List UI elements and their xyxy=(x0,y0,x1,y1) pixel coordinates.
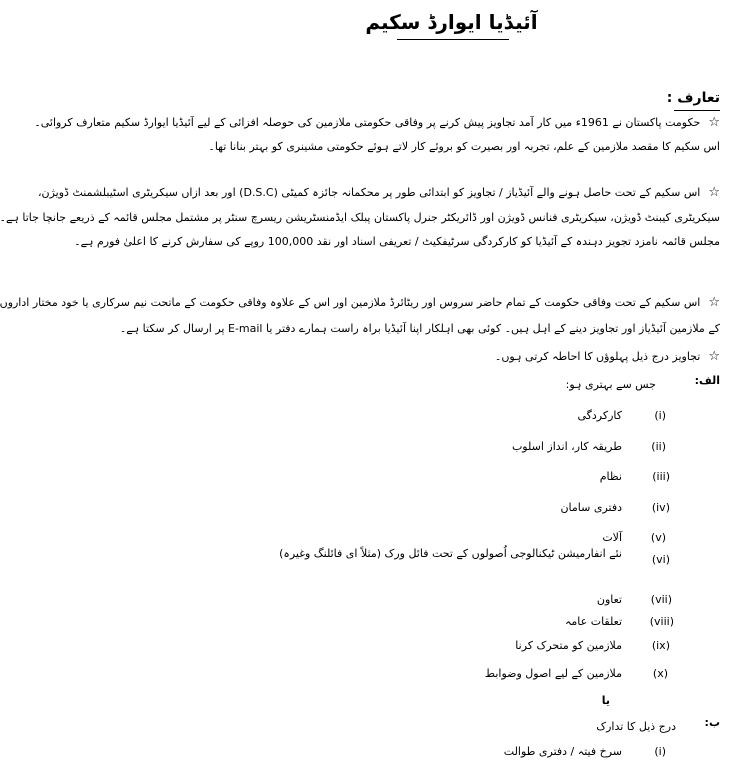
list-number: (i) xyxy=(654,745,666,758)
list-number: (iv) xyxy=(651,501,670,514)
paragraph-3-line-2: کے ملازمین آئیڈیاز اور تجاویز دینے کے اہل ہیں۔ کوئی بھی اہلکار اپنا آئیڈیا براہ راست ہمارے دفتر یا E-mail پر ارسال کر سکتا ہے۔ xyxy=(119,322,720,335)
star-bullet-icon: ☆ xyxy=(708,115,720,130)
page-title: آئیڈیا ایوارڈ سکیم xyxy=(365,10,538,34)
paragraph-2-line-2: سیکریٹری کیبنٹ ڈویژن، سیکریٹری فنانس ڈویژن اور ڈائریکٹر جنرل پاکستان پبلک ایڈمنسٹریشن ریسرچ سنٹر پر مشتمل مجلس قائمہ کے ذریعے جانچا جاتا ہے۔ xyxy=(0,211,720,224)
list-item: کارکردگی xyxy=(577,409,622,422)
list-number: (viii) xyxy=(649,615,674,628)
star-bullet-icon: ☆ xyxy=(708,349,720,364)
section-b-label: ب: xyxy=(704,716,720,729)
list-item: آلات xyxy=(602,531,622,544)
paragraph-3-line-1 xyxy=(0,295,720,310)
list-number: (ix) xyxy=(651,639,670,652)
paragraph-text: تجاویز درج ذیل پہلوؤں کا احاطہ کرتی ہوں۔ xyxy=(494,350,701,363)
list-item: دفتری سامان xyxy=(560,501,622,514)
section-a-text: جس سے بہتری ہو: xyxy=(565,378,656,391)
list-item: تعلقات عامہ xyxy=(564,615,622,628)
list-item: تعاون xyxy=(596,593,622,606)
list-number: (vi) xyxy=(651,553,670,566)
paragraph-text: اس سکیم کے تحت حاصل ہونے والے آئیڈیاز / تجاویز کو ابتدائی طور پر محکمانہ جائزہ کمیٹی (D.S.C) اور بعد ازاں سیکریٹری اسٹیبلشمنٹ ڈویژن، xyxy=(37,186,701,199)
list-item: نئے انفارمیشن ٹیکنالوجی اُصولوں کے تحت فائل ورک (مثلاً ای فائلنگ وغیرہ) xyxy=(279,547,622,560)
list-number: (iii) xyxy=(652,470,670,483)
section-b-text: درج ذیل کا تدارک xyxy=(596,720,676,733)
star-bullet-icon: ☆ xyxy=(708,185,720,200)
list-number: (i) xyxy=(654,409,666,422)
list-number: (ii) xyxy=(651,440,666,453)
section-a-label: الف: xyxy=(694,374,720,387)
paragraph-text: حکومت پاکستان نے 1961ء میں کار آمد تجاویز پیش کرنے پر وفاقی حکومتی ملازمین کی حوصلہ افزائی کے لیے آئیڈیا ایوارڈ سکیم متعارف کروائی۔ xyxy=(34,116,701,129)
list-number: (vii) xyxy=(650,593,672,606)
star-bullet-icon: ☆ xyxy=(708,295,720,310)
paragraph-4 xyxy=(181,350,720,364)
paragraph-1-line-1 xyxy=(34,115,720,130)
paragraph-2-line-1 xyxy=(37,185,720,200)
intro-heading: تعارف : xyxy=(666,90,720,106)
list-number: (v) xyxy=(650,531,666,544)
heading-underline xyxy=(674,110,720,111)
list-item: نظام xyxy=(599,470,622,483)
title-underline xyxy=(397,39,509,40)
or-separator: یا xyxy=(601,694,610,707)
list-item: ملازمین کے لیے اصول وضوابط xyxy=(484,667,622,680)
list-item: سرخ فیتہ / دفتری طوالت xyxy=(503,745,622,758)
paragraph-text: اس سکیم کے تحت وفاقی حکومت کے تمام حاضر سروس اور ریٹائرڈ ملازمین اور اس کے علاوہ وفاقی حکومت کے ماتحت نیم سرکاری یا خود مختار اداروں xyxy=(0,296,701,309)
list-item: طریقہ کار، انداز اسلوب xyxy=(511,440,622,453)
list-item: ملازمین کو متحرک کرنا xyxy=(515,639,622,652)
paragraph-1-line-2: اس سکیم کا مقصد ملازمین کے علم، تجربہ اور بصیرت کو بروئے کار لاتے ہوئے حکومتی مشینری کو بہتر بنانا تھا۔ xyxy=(208,140,720,153)
paragraph-2-line-3: مجلس قائمہ نامزد تجویز دہندہ کے آئیڈیا کو کارکردگی سرٹیفکیٹ / تعریفی اسناد اور نقد 100,000 روپے کی سفارش کرنے کا اعلیٰ فورم ہے۔ xyxy=(74,235,720,248)
list-number: (x) xyxy=(652,667,668,680)
